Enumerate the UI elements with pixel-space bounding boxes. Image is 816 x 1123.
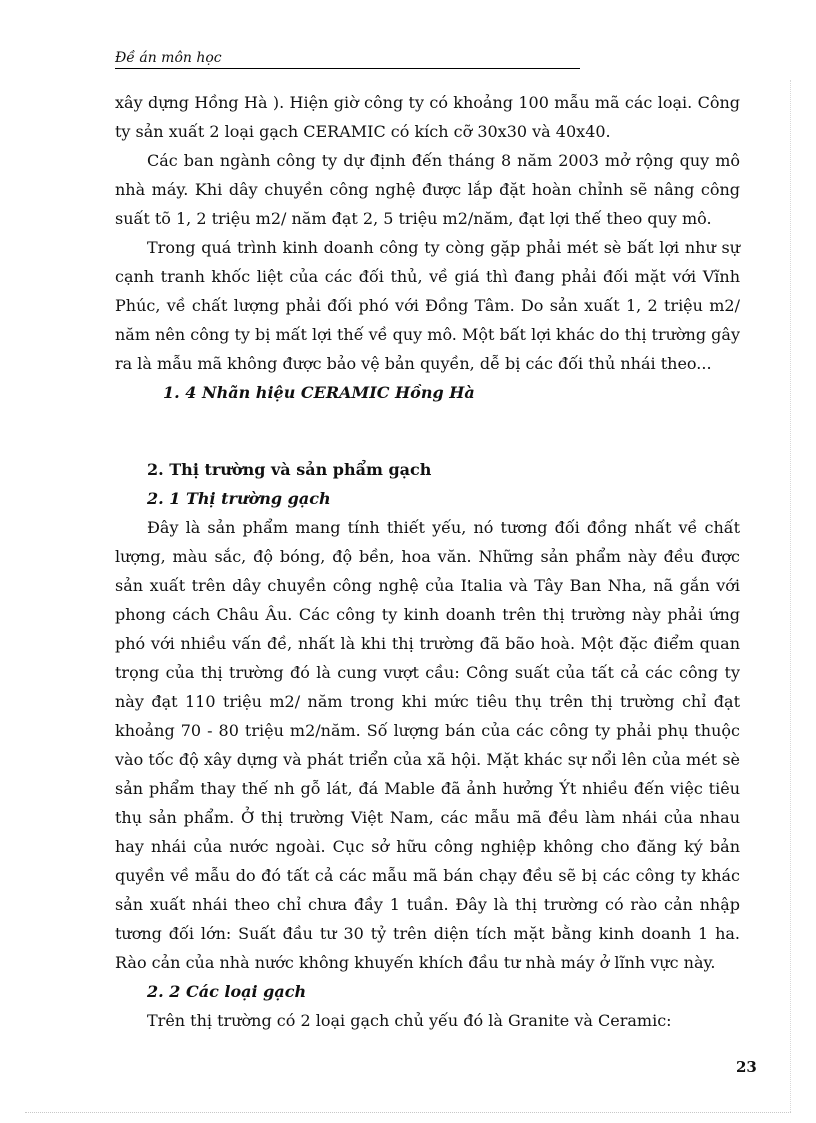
paragraph-2: Các ban ngành công ty dự định đến tháng 8 năm 2003 mở rộng quy mô nhà máy. Khi dây chuyền công nghệ được lắp đặt hoàn chỉnh sẽ nâng công suất tõ 1, 2 triệu m2/ năm đạt 2, 5 triệu m2/năm, đạt lợi thế theo quy mô. [115,151,740,228]
paragraph-4: Đây là sản phẩm mang tính thiết yếu, nó tương đối đồng nhất về chất lượng, màu sắc, độ bóng, độ bền, hoa văn. Những sản phẩm này đều được sản xuất trên dây chuyền công nghệ của Italia và Tây Ban Nha, nã gắn với phong cách Châu Âu. Các công ty kinh doanh trên thị trường này phải ứng phó với nhiều vấn đề, nhất là khi thị trường đã bão hoà. Một đặc điểm quan trọng của thị trường đó là cung vượt cầu: Công suất của tất cả các công ty này đạt 110 triệu m2/ năm trong khi mức tiêu thụ trên thị trường chỉ đạt khoảng 70 - 80 triệu m2/năm. Số lượng bán của các công ty phải phụ thuộc vào tốc độ xây dựng và phát triển của xã hội. Mặt khác sự nổi lên của mét sè sản phẩm thay thế nh gỗ lát, đá Mable đã ảnh hưởng Ýt nhiều đến việc tiêu thụ sản phẩm. Ở thị trường Việt Nam, các mẫu mã đều làm nhái của nhau hay nhái của nước ngoài. Cục sở hữu công nghiệp không cho đăng ký bản quyền về mẫu do đó tất cả các mẫu mã bán chạy đều sẽ bị các công ty khác sản xuất nhái theo chỉ chưa đầy 1 tuần. Đây là thị trường có rào cản nhập tương đối lớn: Suất đầu tư 30 tỷ trên diện tích mặt bằng kinh doanh 1 ha. Rào cản của nhà nước không khuyến khích đầu tư nhà máy ở lĩnh vực này. [115,518,740,972]
page-edge-bottom [25,1112,791,1113]
paragraph-3: Trong quá trình kinh doanh công ty còng gặp phải mét sè bất lợi như sự cạnh tranh khốc liệt của các đối thủ, về giá thì đang phải đối mặt với Vĩnh Phúc, về chất lượng phải đối phó với Đồng Tâm. Do sản xuất 1, 2 triệu m2/ năm nên công ty bị mất lợi thế về quy mô. Một bất lợi khác do thị trường gây ra là mẫu mã không được bảo vệ bản quyền, dễ bị các đối thủ nhái theo... [115,238,740,373]
heading-2-1: 2. 1 Thị trường gạch [147,489,331,508]
heading-1-4: 1. 4 Nhãn hiệu CERAMIC Hồng Hà [163,383,475,402]
paragraph-5: Trên thị trường có 2 loại gạch chủ yếu đó là Granite và Ceramic: [147,1011,672,1030]
paragraph-1: xây dựng Hồng Hà ). Hiện giờ công ty có khoảng 100 mẫu mã các loại. Công ty sản xuất 2 loại gạch CERAMIC có kích cỡ 30x30 và 40x40. [115,93,740,141]
section-gap [115,407,740,455]
page-number: 23 [736,1058,757,1076]
page-edge-right [790,80,791,1112]
header-title: Đề án môn học [115,50,222,66]
body-text [115,88,740,1035]
page-header [115,48,580,69]
heading-2-2: 2. 2 Các loại gạch [147,982,307,1001]
heading-2: 2. Thị trường và sản phẩm gạch [147,460,432,479]
